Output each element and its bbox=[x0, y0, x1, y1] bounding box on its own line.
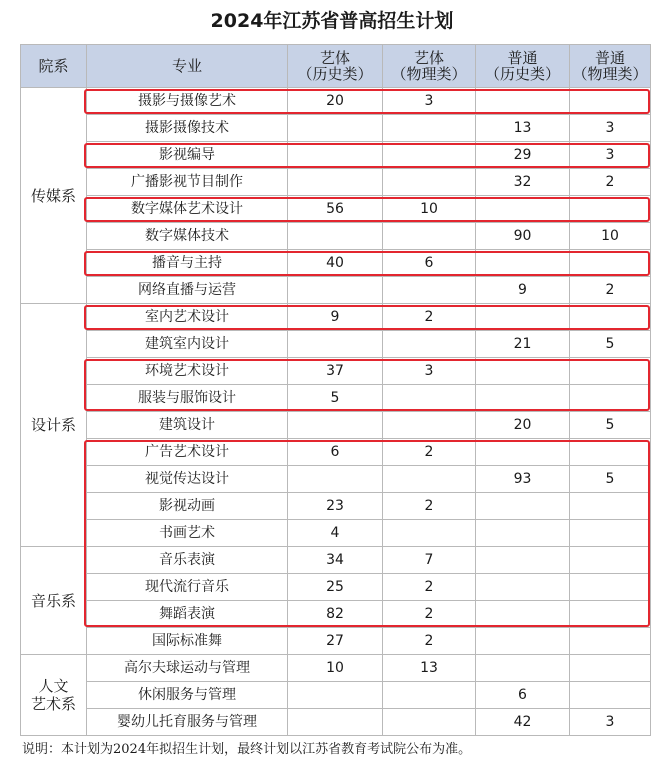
general-physics-cell bbox=[570, 628, 651, 655]
general-history-cell bbox=[476, 304, 570, 331]
general-history-cell: 29 bbox=[476, 142, 570, 169]
general-history-cell bbox=[476, 439, 570, 466]
table-row bbox=[21, 493, 651, 520]
header-department: 院系 bbox=[21, 45, 87, 88]
art-history-cell bbox=[288, 412, 383, 439]
department-cell: 设计系 bbox=[21, 304, 87, 547]
major-cell: 摄影与摄像艺术 bbox=[87, 88, 288, 115]
major-cell: 建筑室内设计 bbox=[87, 331, 288, 358]
major-cell: 室内艺术设计 bbox=[87, 304, 288, 331]
table-row bbox=[21, 412, 651, 439]
major-cell: 数字媒体艺术设计 bbox=[87, 196, 288, 223]
art-history-cell: 34 bbox=[288, 547, 383, 574]
art-physics-cell: 2 bbox=[383, 304, 476, 331]
major-cell: 广告艺术设计 bbox=[87, 439, 288, 466]
general-physics-cell bbox=[570, 655, 651, 682]
major-cell: 影视编导 bbox=[87, 142, 288, 169]
art-history-cell: 9 bbox=[288, 304, 383, 331]
general-history-cell: 13 bbox=[476, 115, 570, 142]
major-cell: 音乐表演 bbox=[87, 547, 288, 574]
page-title: 2024年江苏省普高招生计划 bbox=[210, 10, 454, 32]
art-history-cell: 40 bbox=[288, 250, 383, 277]
major-cell: 书画艺术 bbox=[87, 520, 288, 547]
art-physics-cell bbox=[383, 115, 476, 142]
general-physics-cell bbox=[570, 385, 651, 412]
general-history-cell bbox=[476, 601, 570, 628]
general-history-cell: 9 bbox=[476, 277, 570, 304]
table-row bbox=[21, 304, 651, 331]
table-row bbox=[21, 628, 651, 655]
art-history-cell bbox=[288, 223, 383, 250]
art-physics-cell: 2 bbox=[383, 628, 476, 655]
art-history-cell bbox=[288, 142, 383, 169]
art-physics-cell bbox=[383, 277, 476, 304]
footnote: 说明：本计划为2024年拟招生计划，最终计划以江苏省教育考试院公布为准。 bbox=[22, 742, 472, 757]
general-physics-cell bbox=[570, 250, 651, 277]
general-physics-cell: 3 bbox=[570, 115, 651, 142]
art-physics-cell: 3 bbox=[383, 88, 476, 115]
general-history-cell: 42 bbox=[476, 709, 570, 736]
major-cell: 建筑设计 bbox=[87, 412, 288, 439]
table-row bbox=[21, 520, 651, 547]
general-history-cell bbox=[476, 655, 570, 682]
table-row bbox=[21, 142, 651, 169]
art-physics-cell: 3 bbox=[383, 358, 476, 385]
header-major: 专业 bbox=[87, 45, 288, 88]
general-history-cell bbox=[476, 493, 570, 520]
enrollment-plan-table bbox=[20, 44, 651, 736]
table-row bbox=[21, 331, 651, 358]
general-history-cell: 6 bbox=[476, 682, 570, 709]
general-history-cell: 20 bbox=[476, 412, 570, 439]
general-history-cell bbox=[476, 196, 570, 223]
art-physics-cell: 2 bbox=[383, 601, 476, 628]
major-cell: 网络直播与运营 bbox=[87, 277, 288, 304]
major-cell: 视觉传达设计 bbox=[87, 466, 288, 493]
table-row bbox=[21, 88, 651, 115]
art-physics-cell bbox=[383, 142, 476, 169]
art-history-cell: 4 bbox=[288, 520, 383, 547]
art-history-cell bbox=[288, 682, 383, 709]
department-cell: 人文 艺术系 bbox=[21, 655, 87, 736]
general-physics-cell: 5 bbox=[570, 412, 651, 439]
header-art-history: 艺体 （历史类） bbox=[288, 45, 383, 88]
table-row bbox=[21, 574, 651, 601]
general-physics-cell bbox=[570, 439, 651, 466]
table-row bbox=[21, 250, 651, 277]
art-history-cell: 6 bbox=[288, 439, 383, 466]
general-physics-cell bbox=[570, 547, 651, 574]
major-cell: 服装与服饰设计 bbox=[87, 385, 288, 412]
art-physics-cell bbox=[383, 169, 476, 196]
art-physics-cell: 2 bbox=[383, 439, 476, 466]
general-history-cell bbox=[476, 628, 570, 655]
table-row bbox=[21, 223, 651, 250]
general-history-cell: 90 bbox=[476, 223, 570, 250]
art-physics-cell: 13 bbox=[383, 655, 476, 682]
table-row bbox=[21, 547, 651, 574]
general-physics-cell bbox=[570, 358, 651, 385]
general-physics-cell bbox=[570, 520, 651, 547]
art-physics-cell bbox=[383, 709, 476, 736]
table-row bbox=[21, 601, 651, 628]
general-history-cell: 32 bbox=[476, 169, 570, 196]
table-row bbox=[21, 682, 651, 709]
general-physics-cell: 10 bbox=[570, 223, 651, 250]
general-physics-cell: 3 bbox=[570, 709, 651, 736]
table-row bbox=[21, 169, 651, 196]
general-history-cell: 21 bbox=[476, 331, 570, 358]
table-row bbox=[21, 709, 651, 736]
major-cell: 摄影摄像技术 bbox=[87, 115, 288, 142]
department-cell: 传媒系 bbox=[21, 88, 87, 304]
table-row bbox=[21, 466, 651, 493]
major-cell: 数字媒体技术 bbox=[87, 223, 288, 250]
general-history-cell bbox=[476, 547, 570, 574]
general-history-cell bbox=[476, 520, 570, 547]
major-cell: 现代流行音乐 bbox=[87, 574, 288, 601]
art-history-cell: 25 bbox=[288, 574, 383, 601]
art-physics-cell bbox=[383, 682, 476, 709]
general-physics-cell: 3 bbox=[570, 142, 651, 169]
major-cell: 环境艺术设计 bbox=[87, 358, 288, 385]
general-physics-cell: 2 bbox=[570, 277, 651, 304]
major-cell: 播音与主持 bbox=[87, 250, 288, 277]
general-physics-cell: 2 bbox=[570, 169, 651, 196]
art-physics-cell: 2 bbox=[383, 493, 476, 520]
art-history-cell bbox=[288, 277, 383, 304]
general-physics-cell bbox=[570, 88, 651, 115]
general-history-cell bbox=[476, 88, 570, 115]
art-history-cell bbox=[288, 169, 383, 196]
general-physics-cell bbox=[570, 601, 651, 628]
art-history-cell: 56 bbox=[288, 196, 383, 223]
table-row bbox=[21, 655, 651, 682]
art-history-cell bbox=[288, 331, 383, 358]
general-history-cell bbox=[476, 358, 570, 385]
table-row bbox=[21, 196, 651, 223]
art-history-cell: 20 bbox=[288, 88, 383, 115]
table-header-row bbox=[21, 45, 651, 88]
general-history-cell bbox=[476, 385, 570, 412]
art-physics-cell: 7 bbox=[383, 547, 476, 574]
art-physics-cell bbox=[383, 331, 476, 358]
general-physics-cell: 5 bbox=[570, 466, 651, 493]
general-physics-cell bbox=[570, 493, 651, 520]
general-physics-cell: 5 bbox=[570, 331, 651, 358]
art-physics-cell bbox=[383, 385, 476, 412]
table-row bbox=[21, 115, 651, 142]
major-cell: 舞蹈表演 bbox=[87, 601, 288, 628]
major-cell: 休闲服务与管理 bbox=[87, 682, 288, 709]
general-history-cell bbox=[476, 250, 570, 277]
table-row bbox=[21, 385, 651, 412]
general-physics-cell bbox=[570, 574, 651, 601]
art-history-cell: 10 bbox=[288, 655, 383, 682]
header-general-physics: 普通 （物理类） bbox=[570, 45, 651, 88]
table-row bbox=[21, 277, 651, 304]
art-history-cell: 27 bbox=[288, 628, 383, 655]
department-cell: 音乐系 bbox=[21, 547, 87, 655]
major-cell: 广播影视节目制作 bbox=[87, 169, 288, 196]
table-row bbox=[21, 439, 651, 466]
art-physics-cell bbox=[383, 466, 476, 493]
art-physics-cell bbox=[383, 412, 476, 439]
art-physics-cell bbox=[383, 520, 476, 547]
general-history-cell: 93 bbox=[476, 466, 570, 493]
art-history-cell bbox=[288, 466, 383, 493]
art-physics-cell: 2 bbox=[383, 574, 476, 601]
header-general-history: 普通 （历史类） bbox=[476, 45, 570, 88]
art-history-cell: 82 bbox=[288, 601, 383, 628]
art-physics-cell: 10 bbox=[383, 196, 476, 223]
header-art-physics: 艺体 （物理类） bbox=[383, 45, 476, 88]
general-physics-cell bbox=[570, 196, 651, 223]
major-cell: 高尔夫球运动与管理 bbox=[87, 655, 288, 682]
general-physics-cell bbox=[570, 304, 651, 331]
art-history-cell bbox=[288, 115, 383, 142]
art-history-cell bbox=[288, 709, 383, 736]
art-history-cell: 5 bbox=[288, 385, 383, 412]
table-row bbox=[21, 358, 651, 385]
art-history-cell: 23 bbox=[288, 493, 383, 520]
major-cell: 婴幼儿托育服务与管理 bbox=[87, 709, 288, 736]
general-physics-cell bbox=[570, 682, 651, 709]
major-cell: 影视动画 bbox=[87, 493, 288, 520]
major-cell: 国际标准舞 bbox=[87, 628, 288, 655]
art-physics-cell bbox=[383, 223, 476, 250]
art-history-cell: 37 bbox=[288, 358, 383, 385]
art-physics-cell: 6 bbox=[383, 250, 476, 277]
general-history-cell bbox=[476, 574, 570, 601]
